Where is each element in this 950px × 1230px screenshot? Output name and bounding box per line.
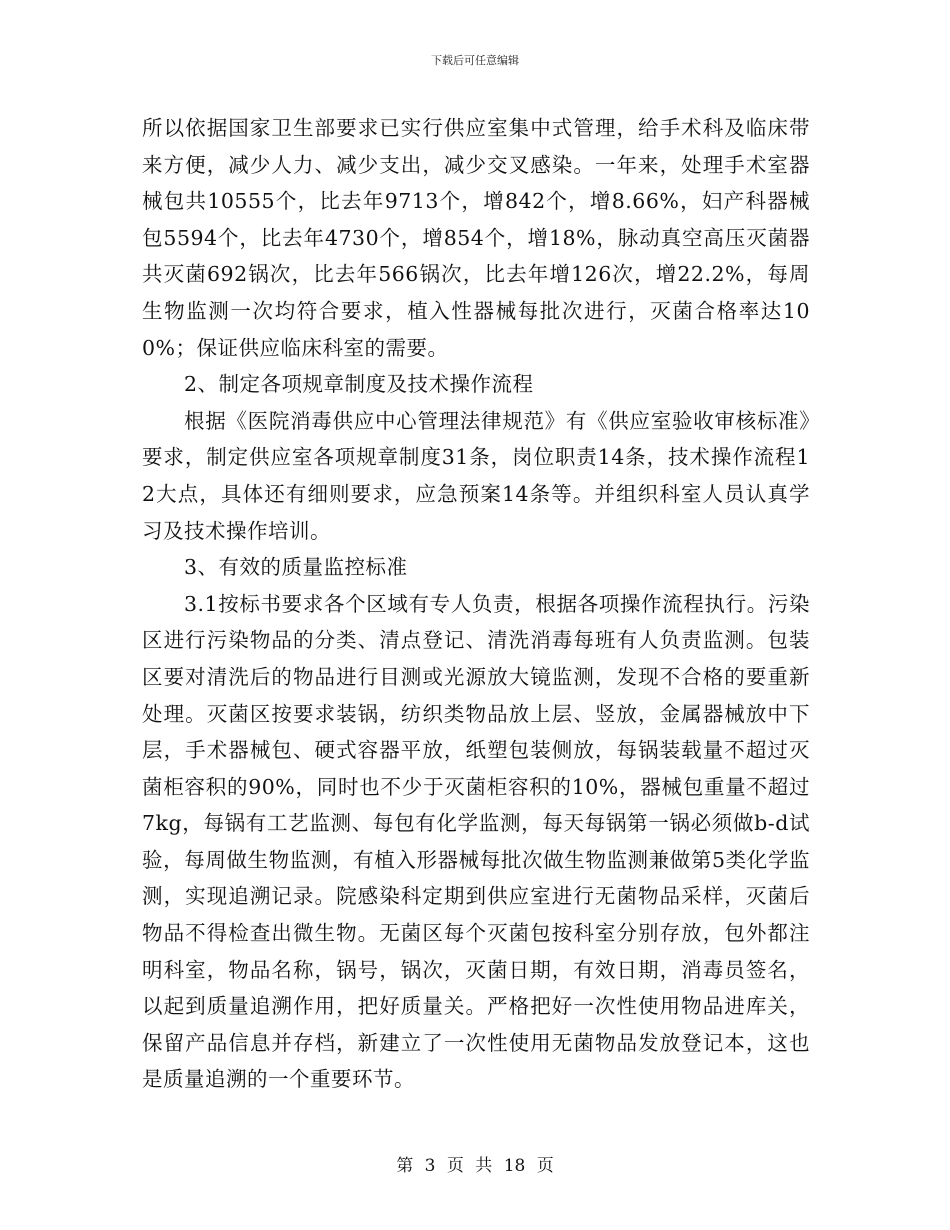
document-body xyxy=(142,110,810,1098)
page-number: 第 3 页 共 18 页 xyxy=(396,1156,554,1176)
page-header: 下载后可任意编辑 xyxy=(431,54,519,67)
paragraph-3: 3.1按标书要求各个区域有专人负责，根据各项操作流程执行。污染区进行污染物品的分类、清点登记、清洗消毒每班有人负责监测。包装区要对清洗后的物品进行目测或光源放大镜监测，发现不合格的要重新处理。灭菌区按要求装锅，纺织类物品放上层、竖放，金属器械放中下层，手术器械包、硬式容器平放，纸塑包装侧放，每锅装载量不超过灭菌柜容积的90%，同时也不少于灭菌柜容积的10%，器械包重量不超过7kg，每锅有工艺监测、每包有化学监测，每天每锅第一锅必须做b-d试验，每周做生物监测，有植入形器械每批次做生物监测兼做第5类化学监测，实现追溯记录。院感染科定期到供应室进行无菌物品采样，灭菌后物品不得检查出微生物。无菌区每个灭菌包按科室分别存放，包外都注明科室，物品名称，锅号，锅次，灭菌日期，有效日期，消毒员签名，以起到质量追溯作用，把好质量关。严格把好一次性使用物品进库关，保留产品信息并存档，新建立了一次性使用无菌物品发放登记本，这也是质量追溯的一个重要环节。 xyxy=(142,591,810,1092)
section-heading-2: 2、制定各项规章制度及技术操作流程 xyxy=(184,372,534,397)
paragraph-1: 所以依据国家卫生部要求已实行供应室集中式管理，给手术科及临床带来方便，减少人力、减少支出，减少交叉感染。一年来，处理手术室器械包共10555个，比去年9713个，增842个，增8.66%，妇产科器械包5594个，比去年4730个，增854个，增18%，脉动真空高压灭菌器共灭菌692锅次，比去年566锅次，比去年增126次，增22.2%，每周生物监测一次均符合要求，植入性器械每批次进行，灭菌合格率达100%；保证供应临床科室的需要。 xyxy=(142,116,810,360)
section-heading-3: 3、有效的质量监控标准 xyxy=(184,555,408,580)
paragraph-2: 根据《医院消毒供应中心管理法律规范》有《供应室验收审核标准》要求，制定供应室各项规章制度31条，岗位职责14条，技术操作流程12大点，具体还有细则要求，应急预案14条等。并组织科室人员认真学习及技术操作培训。 xyxy=(142,408,810,543)
